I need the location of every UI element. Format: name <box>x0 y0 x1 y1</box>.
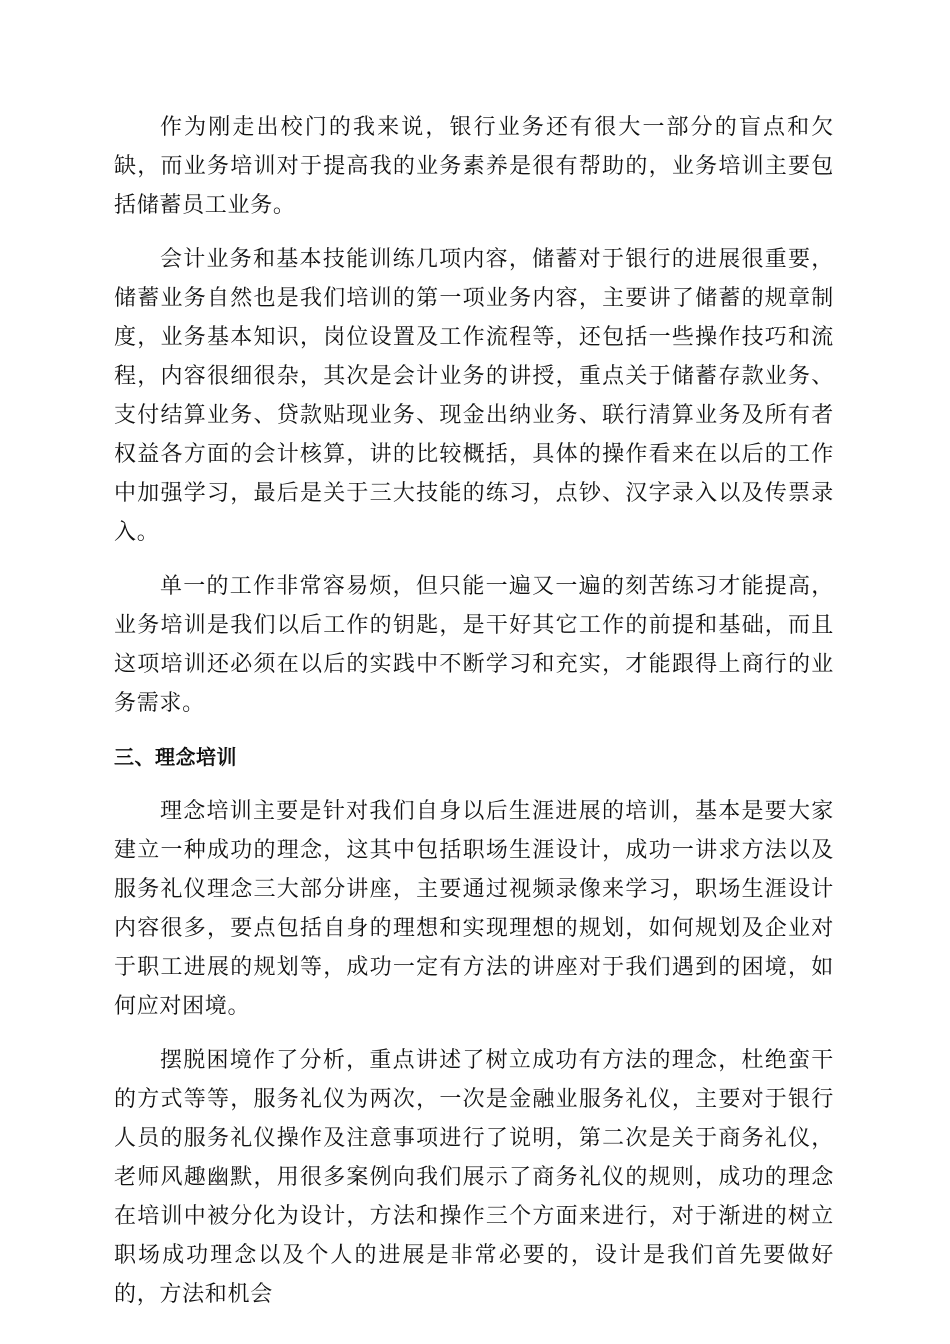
section-paragraph-1: 理念培训主要是针对我们自身以后生涯进展的培训，基本是要大家建立一种成功的理念，这其中包括职场生涯设计，成功一讲求方法以及服务礼仪理念三大部分讲座，主要通过视频录像来学习，职场生涯设计内容很多，要点包括自身的理想和实现理想的规划，如何规划及企业对于职工进展的规划等，成功一定有方法的讲座对于我们遇到的困境，如何应对困境。 <box>114 799 834 1019</box>
section-paragraph-2: 摆脱困境作了分析，重点讲述了树立成功有方法的理念，杜绝蛮干的方式等等，服务礼仪为两次，一次是金融业服务礼仪，主要对于银行人员的服务礼仪操作及注意事项进行了说明，第二次是关于商务礼仪，老师风趣幽默，用很多案例向我们展示了商务礼仪的规则，成功的理念在培训中被分化为设计，方法和操作三个方面来进行，对于渐进的树立职场成功理念以及个人的进展是非常必要的，设计是我们首先要做好的，方法和机会 <box>114 1048 834 1307</box>
paragraph-2: 会计业务和基本技能训练几项内容，储蓄对于银行的进展很重要，储蓄业务自然也是我们培训的第一项业务内容，主要讲了储蓄的规章制度，业务基本知识，岗位设置及工作流程等，还包括一些操作技巧和流程，内容很细很杂，其次是会计业务的讲授，重点关于储蓄存款业务、支付结算业务、贷款贴现业务、现金出纳业务、联行清算业务及所有者权益各方面的会计核算，讲的比较概括，具体的操作看来在以后的工作中加强学习，最后是关于三大技能的练习，点钞、汉字录入以及传票录入。 <box>114 247 834 545</box>
section-heading: 三、理念培训 <box>114 745 237 769</box>
paragraph-3: 单一的工作非常容易烦，但只能一遍又一遍的刻苦练习才能提高，业务培训是我们以后工作的钥匙，是干好其它工作的前提和基础，而且这项培训还必须在以后的实践中不断学习和充实，才能跟得上商行的业务需求。 <box>114 574 834 716</box>
paragraph-1: 作为刚走出校门的我来说，银行业务还有很大一部分的盲点和欠缺，而业务培训对于提高我的业务素养是很有帮助的，业务培训主要包括储蓄员工业务。 <box>114 115 834 218</box>
document-body <box>114 108 834 1329</box>
